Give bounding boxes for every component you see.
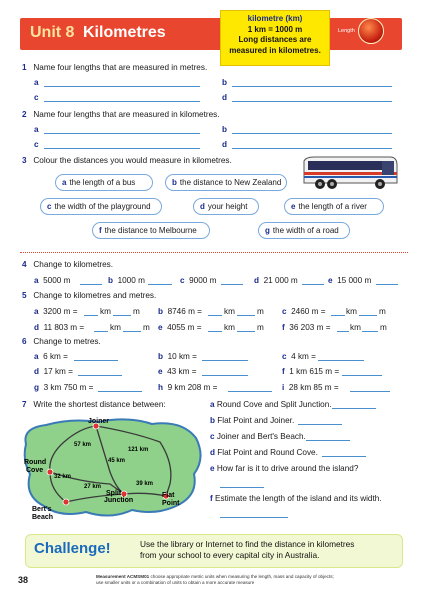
q7-d-text: Flat Point and Round Cove. [217, 448, 318, 457]
q5-d-km-line[interactable] [94, 331, 108, 332]
q6-a-answer-line[interactable] [74, 360, 118, 361]
q3-option-d-label: your height [207, 202, 248, 211]
q3-option-c-label: the width of the playground [54, 202, 151, 211]
q1-c-answer-line[interactable] [44, 101, 200, 102]
q4-item-a [34, 276, 70, 285]
q5-item-e [158, 323, 202, 332]
q6-d-answer-line[interactable] [78, 375, 122, 376]
q3-option-b-label: the distance to New Zealand [179, 178, 282, 187]
q4-a-answer-line[interactable] [80, 284, 102, 285]
q7-prompt [22, 400, 166, 409]
q5-item-a [34, 307, 78, 316]
q1-b-letter: b [222, 78, 228, 87]
challenge-title: Challenge! [34, 540, 111, 557]
q6-g-answer-line[interactable] [98, 391, 142, 392]
q5-c-km-line[interactable] [331, 315, 345, 316]
q5-f-m-line[interactable] [362, 331, 378, 332]
q3-option-a-label: the length of a bus [69, 178, 136, 187]
q5-a-m-line[interactable] [113, 315, 131, 316]
q3-option-g-label: the width of a road [272, 226, 339, 235]
q6-g-letter: g [34, 383, 40, 392]
q1-a-answer-line[interactable] [44, 86, 200, 87]
q4-d-letter: d [254, 276, 260, 285]
challenge-line-1: Use the library or Internet to find the distance in kilometres [140, 539, 355, 549]
q7-e-letter: e [210, 464, 215, 473]
q7-d-letter: d [210, 448, 216, 457]
q4-b-answer-line[interactable] [148, 284, 172, 285]
q6-c-answer-line[interactable] [318, 360, 364, 361]
q3-option-d[interactable] [193, 198, 259, 215]
q6-item-b [158, 352, 197, 361]
q5-item-c [282, 307, 326, 316]
q2-b-answer-line[interactable] [232, 133, 392, 134]
q1-a-letter: a [34, 78, 39, 87]
q6-i-expr: 28 km 85 m = [288, 383, 339, 392]
q4-d-expr: 21 000 m [263, 276, 298, 285]
q2-text: Name four lengths that are measured in kilometres. [33, 110, 220, 119]
q6-prompt [22, 337, 101, 346]
map-distance-121: 121 km [128, 447, 149, 453]
map-place-split: Split [106, 490, 122, 497]
q5-text: Change to kilometres and metres. [33, 291, 157, 300]
q6-b-expr: 10 km = [167, 352, 197, 361]
q5-f-m-unit: m [380, 323, 387, 332]
q4-e-answer-line[interactable] [376, 284, 398, 285]
q2-a-letter: a [34, 125, 39, 134]
q5-item-d [34, 323, 84, 332]
q6-d-letter: d [34, 367, 40, 376]
q5-a-letter: a [34, 307, 39, 316]
q7-number: 7 [22, 400, 27, 409]
q5-d-letter: d [34, 323, 40, 332]
q6-item-f [282, 367, 339, 376]
q6-number: 6 [22, 337, 27, 346]
q5-b-expr: 8746 m = [167, 307, 202, 316]
q7-c-text: Joiner and Bert's Beach. [216, 432, 306, 441]
header-bar [20, 18, 402, 50]
q1-c-letter: c [34, 93, 39, 102]
length-tab: Length [338, 28, 355, 34]
q6-e-letter: e [158, 367, 163, 376]
q6-c-expr: 4 km = [291, 352, 316, 361]
q7-item-c [210, 432, 306, 441]
q5-a-km-line[interactable] [84, 315, 98, 316]
q5-b-km-line[interactable] [208, 315, 222, 316]
curriculum-code: Measurement ACMSM01 [96, 574, 150, 579]
q5-e-m-line[interactable] [237, 331, 255, 332]
q7-a-text: Round Cove and Split Junction. [216, 400, 332, 409]
q5-e-km-line[interactable] [208, 331, 222, 332]
q7-e-answer-line[interactable] [220, 487, 264, 488]
q3-option-c-letter: c [47, 202, 52, 211]
map-distance-57: 57 km [74, 442, 92, 448]
q6-f-expr: 1 km 615 m = [289, 367, 340, 376]
q5-a-expr: 3200 m = [43, 307, 78, 316]
q3-option-f[interactable] [92, 222, 210, 239]
q6-b-answer-line[interactable] [202, 360, 248, 361]
map-place-berts: Bert's [32, 506, 52, 513]
q3-option-e-label: the length of a river [298, 202, 367, 211]
q1-text: Name four lengths that are measured in metres. [33, 63, 208, 72]
q7-a-answer-line[interactable] [332, 408, 376, 409]
challenge-line-2: from your school to every capital city in Australia. [140, 550, 320, 560]
q5-b-m-line[interactable] [237, 315, 255, 316]
q2-number: 2 [22, 110, 27, 119]
q6-f-answer-line[interactable] [342, 375, 382, 376]
q1-d-letter: d [222, 93, 228, 102]
q6-item-a [34, 352, 68, 361]
q5-e-letter: e [158, 323, 163, 332]
q4-c-letter: c [180, 276, 185, 285]
challenge-text [140, 539, 354, 561]
q5-item-f [282, 323, 331, 332]
q6-text: Change to metres. [33, 337, 101, 346]
q6-item-g [34, 383, 93, 392]
q3-text: Colour the distances you would measure in kilometres. [33, 156, 232, 165]
q7-b-answer-line[interactable] [298, 424, 342, 425]
q4-c-answer-line[interactable] [221, 284, 243, 285]
q6-item-e [158, 367, 196, 376]
q1-b-answer-line[interactable] [232, 86, 392, 87]
curriculum-desc-1: choose appropriate metric units when measuring the length, mass and capacity of objects; [150, 574, 334, 579]
q4-b-letter: b [108, 276, 114, 285]
q3-option-e[interactable] [284, 198, 384, 215]
q3-option-b-letter: b [172, 178, 177, 187]
q6-a-letter: a [34, 352, 39, 361]
q5-b-letter: b [158, 307, 164, 316]
q3-option-e-letter: e [291, 202, 296, 211]
q7-item-a [210, 400, 332, 409]
q2-d-answer-line[interactable] [232, 148, 392, 149]
q4-item-d [254, 276, 298, 285]
q3-option-f-letter: f [99, 226, 102, 235]
q6-f-letter: f [282, 367, 285, 376]
q5-number: 5 [22, 291, 27, 300]
q5-e-expr: 4055 m = [167, 323, 202, 332]
q5-a-m-unit: m [133, 307, 140, 316]
unit-number: Unit 8 [30, 24, 75, 41]
q5-f-km-unit: km [350, 323, 361, 332]
q4-item-b [108, 276, 145, 285]
info-line-3: measured in kilometres. [229, 45, 321, 55]
q3-option-f-label: the distance to Melbourne [104, 226, 197, 235]
q5-f-letter: f [282, 323, 285, 332]
q5-c-m-unit: m [379, 307, 386, 316]
q6-item-i [282, 383, 339, 392]
q3-option-g-letter: g [265, 226, 270, 235]
q5-d-m-line[interactable] [123, 331, 141, 332]
q4-item-e [328, 276, 371, 285]
q5-a-km-unit: km [100, 307, 111, 316]
map-place-point: Point [162, 500, 180, 507]
map-distance-27: 27 km [84, 484, 102, 490]
q4-a-expr: 5000 m [43, 276, 71, 285]
curriculum-desc-2: use smaller units or a combination of units to obtain a more accurate measure [96, 580, 255, 585]
map-place-junction: Junction [104, 497, 134, 504]
q5-c-expr: 2460 m = [291, 307, 326, 316]
q7-item-b [210, 416, 294, 425]
map-place-beach: Beach [32, 514, 54, 521]
q4-d-answer-line[interactable] [302, 284, 324, 285]
q2-c-letter: c [34, 140, 39, 149]
map-place-joiner: Joiner [88, 418, 110, 425]
q5-prompt [22, 291, 156, 300]
q1-d-answer-line[interactable] [232, 101, 392, 102]
q6-e-expr: 43 km = [167, 367, 197, 376]
q2-prompt [22, 110, 220, 119]
q3-option-a-letter: a [62, 178, 67, 187]
q4-number: 4 [22, 260, 27, 269]
curriculum-footer [96, 574, 334, 586]
q7-f-answer-line[interactable] [220, 517, 288, 518]
q6-h-answer-line[interactable] [228, 391, 272, 392]
q5-c-letter: c [282, 307, 287, 316]
q7-item-e [210, 464, 358, 473]
q3-option-b[interactable] [165, 174, 287, 191]
q7-c-answer-line[interactable] [306, 440, 350, 441]
q1-number: 1 [22, 63, 27, 72]
q2-a-answer-line[interactable] [44, 133, 200, 134]
q5-e-km-unit: km [224, 323, 235, 332]
q7-f-letter: f [210, 494, 213, 503]
q7-text: Write the shortest distance between: [33, 400, 166, 409]
page-title: Kilometres [83, 24, 166, 41]
info-line-1: 1 km = 1000 m [247, 24, 303, 34]
q6-i-letter: i [282, 383, 285, 392]
q6-i-answer-line[interactable] [350, 391, 390, 392]
q5-item-b [158, 307, 202, 316]
q6-h-expr: 9 km 208 m = [167, 383, 218, 392]
q3-option-a[interactable] [55, 174, 153, 191]
q6-b-letter: b [158, 352, 164, 361]
q5-f-km-line[interactable] [337, 331, 349, 332]
q7-e-text: How far is it to drive around the island? [216, 464, 359, 473]
q5-c-km-unit: km [346, 307, 357, 316]
q4-prompt [22, 260, 113, 269]
q4-a-letter: a [34, 276, 39, 285]
q3-prompt [22, 156, 232, 165]
q7-c-letter: c [210, 432, 215, 441]
q5-d-expr: 11 803 m = [43, 323, 85, 332]
q7-item-d [210, 448, 318, 457]
q6-item-h [158, 383, 217, 392]
map-distance-32: 32 km [54, 474, 72, 480]
info-box [220, 10, 330, 66]
q5-b-km-unit: km [224, 307, 235, 316]
q7-b-text: Flat Point and Joiner. [217, 416, 295, 425]
section-divider [20, 252, 408, 253]
map-place-flat: Flat [162, 492, 175, 499]
q7-item-f [210, 494, 382, 503]
q4-c-expr: 9000 m [189, 276, 217, 285]
map-place-round: Round [24, 459, 47, 466]
island-map [20, 412, 206, 522]
map-distance-45: 45 km [108, 458, 126, 464]
q5-b-m-unit: m [257, 307, 264, 316]
q3-option-c[interactable] [40, 198, 162, 215]
q3-number: 3 [22, 156, 27, 165]
q2-b-letter: b [222, 125, 228, 134]
info-title: kilometre (km) [247, 14, 303, 23]
map-place-cove: Cove [26, 467, 44, 474]
q5-d-m-unit: m [143, 323, 150, 332]
q4-e-expr: 15 000 m [337, 276, 372, 285]
tape-measure-icon [358, 18, 384, 44]
q7-d-answer-line[interactable] [322, 456, 366, 457]
q4-item-c [180, 276, 216, 285]
q3-option-g[interactable] [258, 222, 350, 239]
map-distance-39: 39 km [136, 481, 154, 487]
q5-f-expr: 36 203 m = [289, 323, 331, 332]
q6-a-expr: 6 km = [43, 352, 68, 361]
q4-b-expr: 1000 m [117, 276, 145, 285]
q6-d-expr: 17 km = [43, 367, 73, 376]
q6-c-letter: c [282, 352, 287, 361]
page-number: 38 [18, 575, 29, 585]
q6-g-expr: 3 km 750 m = [43, 383, 94, 392]
q5-c-m-line[interactable] [359, 315, 377, 316]
q3-option-d-letter: d [200, 202, 205, 211]
q2-c-answer-line[interactable] [44, 148, 200, 149]
q6-item-d [34, 367, 73, 376]
q4-text: Change to kilometres. [33, 260, 114, 269]
q5-d-km-unit: km [110, 323, 121, 332]
info-line-2: Long distances are [238, 35, 312, 44]
q5-e-m-unit: m [257, 323, 264, 332]
q7-b-letter: b [210, 416, 216, 425]
q6-item-c [282, 352, 316, 361]
bus-illustration [300, 155, 400, 195]
q6-h-letter: h [158, 383, 164, 392]
q4-e-letter: e [328, 276, 333, 285]
q7-f-text: Estimate the length of the island and its width. [215, 494, 382, 503]
q2-d-letter: d [222, 140, 228, 149]
q1-prompt [22, 63, 207, 72]
q7-a-letter: a [210, 400, 215, 409]
q6-e-answer-line[interactable] [202, 375, 248, 376]
